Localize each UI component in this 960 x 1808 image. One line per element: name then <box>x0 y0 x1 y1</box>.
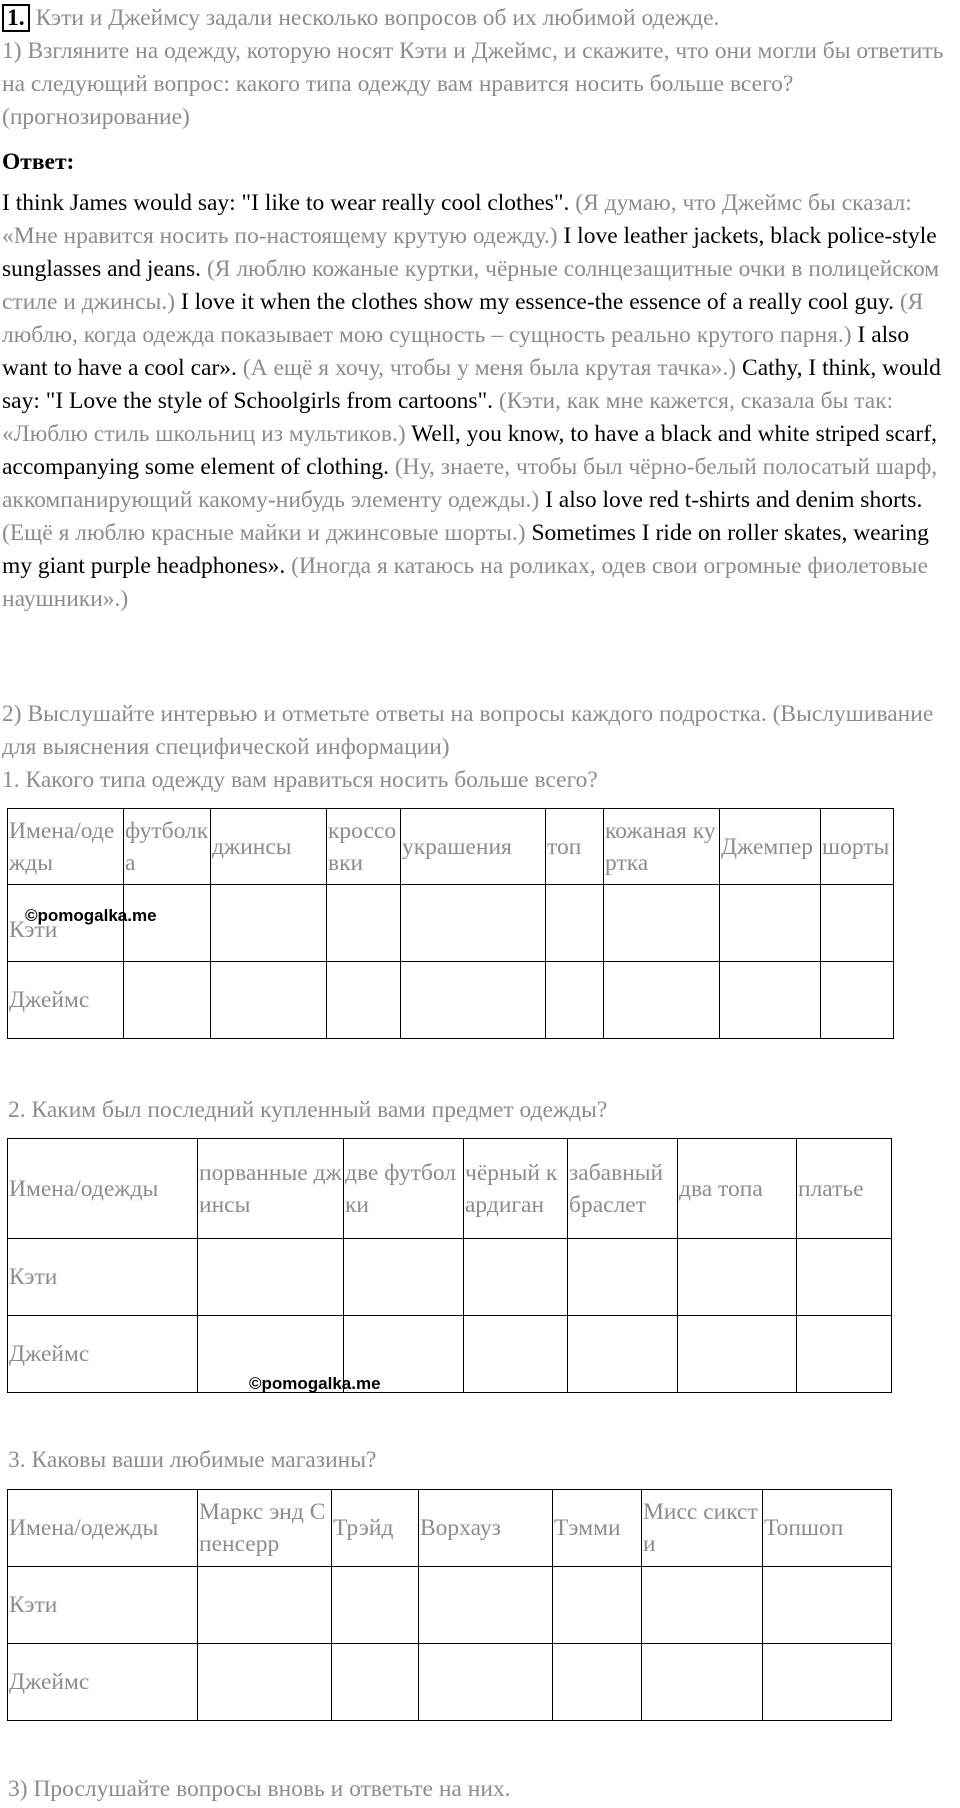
answer-cell[interactable] <box>211 962 327 1039</box>
header-cell: Тэмми <box>553 1490 642 1567</box>
answer-cell[interactable] <box>198 1239 344 1316</box>
answer-cell[interactable] <box>553 1644 642 1721</box>
table-header-row <box>8 1139 892 1239</box>
english-sentence: I also want to have a cool car». <box>2 322 910 381</box>
answer-cell[interactable] <box>678 1239 797 1316</box>
answer-cell[interactable] <box>332 1567 419 1644</box>
answer-cell[interactable] <box>642 1644 763 1721</box>
english-sentence: I love it when the clothes show my essence-the essence of a really cool guy. <box>180 289 900 315</box>
task-number: 1. <box>2 4 30 32</box>
table-1-question: 1. Какого типа одежду вам нравиться носить больше всего? <box>2 767 598 793</box>
answer-cell[interactable] <box>568 1239 678 1316</box>
part-2-instruction: 2) Выслушайте интервью и отметьте ответы на вопросы каждого подростка. (Выслушивание для выяснения специфической информации) <box>2 701 934 760</box>
answer-cell[interactable] <box>568 1316 678 1393</box>
english-sentence: I think James would say: "I like to wear really cool clothes". <box>2 190 576 216</box>
answer-cell[interactable] <box>401 962 546 1039</box>
answer-cell[interactable] <box>344 1239 464 1316</box>
part-3-block <box>2 1773 952 1806</box>
task-header <box>2 2 952 134</box>
favourite-shops-table <box>7 1489 892 1721</box>
answer-cell[interactable] <box>198 1644 332 1721</box>
russian-translation: (Я думаю, что Джеймс бы сказал: «Мне нравится носить по-настоящему крутую одежду.) <box>2 190 912 249</box>
header-cell: кроссовки <box>327 809 401 885</box>
answer-cell[interactable] <box>327 962 401 1039</box>
header-cell: забавный браслет <box>568 1139 678 1239</box>
task-question-1: 1) Взгляните на одежду, которую носят Кэти и Джеймс, и скажите, что они могли бы ответить на следующий вопрос: какого типа одежду вам нравится носить больше всего? (прогнозирование) <box>2 38 944 130</box>
answer-cell[interactable] <box>720 885 821 962</box>
header-cell: Топшоп <box>763 1490 892 1567</box>
header-cell: Маркс энд Спенсерр <box>198 1490 332 1567</box>
answer-cell[interactable] <box>604 962 720 1039</box>
table-header-row <box>8 809 894 885</box>
header-cell: Имена/одежды <box>8 1490 198 1567</box>
answer-cell[interactable] <box>327 885 401 962</box>
answer-cell[interactable] <box>678 1316 797 1393</box>
russian-translation: (Ещё я люблю красные майки и джинсовые шорты.) <box>2 520 532 546</box>
header-cell: украшения <box>401 809 546 885</box>
row-name-cell: Джеймс <box>8 1316 198 1393</box>
header-cell: две футболки <box>344 1139 464 1239</box>
answer-cell[interactable] <box>419 1644 553 1721</box>
table-3-question-block <box>2 1444 952 1477</box>
header-cell: Имена/одежды <box>8 1139 198 1239</box>
answer-cell[interactable] <box>763 1567 892 1644</box>
answer-label: Ответ: <box>2 149 75 175</box>
answer-cell[interactable] <box>332 1644 419 1721</box>
watermark: ©pomogalka.me <box>249 1374 381 1393</box>
answer-cell[interactable] <box>464 1316 568 1393</box>
english-sentence: I also love red t-shirts and denim shorts. <box>545 487 923 513</box>
answer-text <box>2 187 952 616</box>
header-cell: футболка <box>124 809 211 885</box>
answer-cell[interactable] <box>797 1239 892 1316</box>
row-name-cell: Кэти <box>8 1239 198 1316</box>
table-row <box>8 962 894 1039</box>
answer-cell[interactable] <box>464 1239 568 1316</box>
answer-cell[interactable] <box>642 1567 763 1644</box>
header-cell: шорты <box>821 809 894 885</box>
russian-translation: (Ну, знаете, чтобы был чёрно-белый полосатый шарф, аккомпанирующий какому-нибудь элементу одежды.) <box>2 454 938 513</box>
table-row <box>8 1644 892 1721</box>
table-row <box>8 1316 892 1393</box>
header-cell: платье <box>797 1139 892 1239</box>
table-2-question: 2. Каким был последний купленный вами предмет одежды? <box>8 1097 608 1123</box>
answer-cell[interactable] <box>124 962 211 1039</box>
header-cell: джинсы <box>211 809 327 885</box>
english-sentence: Well, you know, to have a black and white striped scarf, accompanying some element of clothing. <box>2 421 937 480</box>
row-name-cell: Джеймс <box>8 1644 198 1721</box>
answer-cell[interactable] <box>604 885 720 962</box>
table-2-question-block <box>2 1094 952 1127</box>
answer-cell[interactable] <box>763 1644 892 1721</box>
header-cell: Имена/одежды <box>8 809 124 885</box>
table-header-row <box>8 1490 892 1567</box>
header-cell: порванные джинсы <box>198 1139 344 1239</box>
answer-cell[interactable] <box>211 885 327 962</box>
header-cell: Джемпер <box>720 809 821 885</box>
header-cell: Мисс сиксти <box>642 1490 763 1567</box>
answer-cell[interactable] <box>419 1567 553 1644</box>
table-3-question: 3. Каковы ваши любимые магазины? <box>8 1447 377 1473</box>
answer-cell[interactable] <box>821 885 894 962</box>
answer-cell[interactable] <box>720 962 821 1039</box>
answer-cell[interactable] <box>821 962 894 1039</box>
answer-cell[interactable] <box>797 1316 892 1393</box>
row-name-cell: Джеймс <box>8 962 124 1039</box>
russian-translation: (Иногда я катаюсь на роликах, одев свои огромные фиолетовые наушники».) <box>2 553 928 612</box>
answer-cell[interactable] <box>198 1567 332 1644</box>
answer-cell[interactable] <box>553 1567 642 1644</box>
last-purchase-table <box>7 1138 892 1393</box>
header-cell: кожаная куртка <box>604 809 720 885</box>
russian-translation: (Я люблю, когда одежда показывает мою сущность – сущность реально крутого парня.) <box>2 289 924 348</box>
header-cell: топ <box>546 809 604 885</box>
table-row <box>8 1239 892 1316</box>
row-name-cell: Кэти <box>8 1567 198 1644</box>
answer-cell[interactable] <box>546 962 604 1039</box>
russian-translation: (Кэти, как мне кажется, сказала бы так: «Люблю стиль школьниц из мультиков.) <box>2 388 894 447</box>
task-intro: Кэти и Джеймсу задали несколько вопросов об их любимой одежде. <box>35 5 720 31</box>
row-name-cell: Кэти <box>8 885 124 962</box>
header-cell: Ворхауз <box>419 1490 553 1567</box>
english-sentence: I love leather jackets, black police-style sunglasses and jeans. <box>2 223 937 282</box>
header-cell: чёрный кардиган <box>464 1139 568 1239</box>
header-cell: Трэйд <box>332 1490 419 1567</box>
russian-translation: (Я люблю кожаные куртки, чёрные солнцезащитные очки в полицейском стиле и джинсы.) <box>2 256 940 315</box>
answer-cell[interactable] <box>401 885 546 962</box>
english-sentence: Cathy, I think, would say: "I Love the style of Schoolgirls from cartoons". <box>2 355 941 414</box>
part-2-block <box>2 698 952 797</box>
header-cell: два топа <box>678 1139 797 1239</box>
table-row <box>8 1567 892 1644</box>
russian-translation: (А ещё я хочу, чтобы у меня была крутая тачка».) <box>242 355 743 381</box>
watermark: ©pomogalka.me <box>25 906 157 925</box>
answer-block <box>2 146 952 616</box>
answer-cell[interactable] <box>546 885 604 962</box>
english-sentence: Sometimes I ride on roller skates, wearing my giant purple headphones». <box>2 520 929 579</box>
part-3-instruction: 3) Прослушайте вопросы вновь и ответьте на них. <box>8 1776 511 1802</box>
